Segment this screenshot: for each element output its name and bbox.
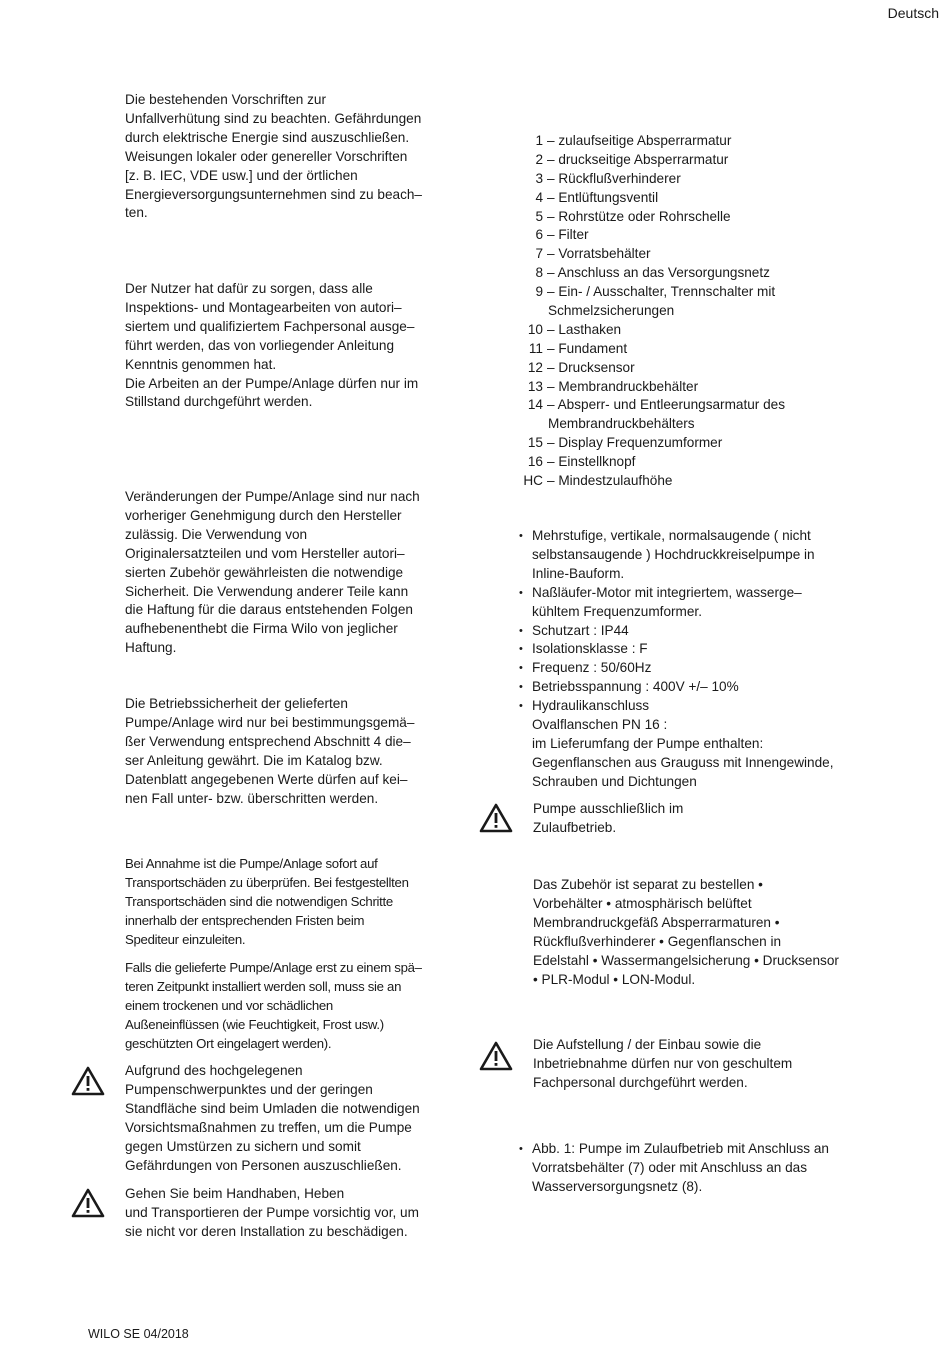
installation-personnel-warning: Die Aufstellung / der Einbau sowie die Inbetriebnahme dürfen nur von geschultem Fachpersonal durchgeführt werden. (533, 1037, 793, 1090)
personnel-qualification-paragraph: Der Nutzer hat dafür zu sorgen, dass alle Inspektions- und Montagearbeiten von autori– siertem und qualifiziertem Fachpersonal ausge– führt werden, das von vorliegender Anleitung Kenntnis genommen hat. Die Arbeiten an der Pumpe/Anlage dürfen nur im Stillstand durchgeführt werden. (125, 281, 419, 410)
list-item: 2 – druckseitige Absperrarmatur (535, 151, 729, 167)
list-item: • Frequenz : 50/60Hz (519, 659, 849, 678)
storage-paragraph: Falls die gelieferte Pumpe/Anlage erst zu einem spä– teren Zeitpunkt installiert werden soll, muss sie an einem trockenen und vor schädlichen Außeneinflüssen (wie Feuchtigkeit, Frost usw.) geschützten Ort eingelagert werden). (125, 960, 422, 1051)
inlet-operation-warning: Pumpe ausschließlich im Zulaufbetrieb. (533, 801, 684, 835)
transport-inspection-paragraph: Bei Annahme ist die Pumpe/Anlage sofort auf Transportschäden zu überprüfen. Bei festgestellten Transportschäden sind die notwendigen Schritte innerhalb der entsprechenden Fristen beim Spediteur einzuleiten. (125, 856, 409, 947)
handling-warning: Gehen Sie beim Handhaben, Heben und Transportieren der Pumpe vorsichtig vor, um sie nicht vor deren Installation zu beschädigen. (125, 1186, 419, 1239)
list-item: 16 – Einstellknopf (527, 454, 636, 470)
list-item: 5 – Rohrstütze oder Rohrschelle (535, 208, 731, 224)
warning-triangle-icon (71, 1188, 107, 1220)
list-item: 3 – Rückflußverhinderer (535, 170, 681, 186)
list-item-continuation: Membrandruckbehälters (548, 416, 695, 432)
list-item: 4 – Entlüftungsventil (535, 189, 659, 205)
modification-paragraph: Veränderungen der Pumpe/Anlage sind nur nach vorheriger Genehmigung durch den Hersteller zulässig. Die Verwendung von Originalersatzteilen und vom Hersteller autori– sierten Zubehör gewährleisten die notwendige Sicherheit. Die Verwendung anderer Teile kann die Haftung für die daraus entstehenden Folgen aufhebenenthebt die Firma Wilo von jeglicher Haftung. (125, 489, 420, 656)
list-item: 8 – Anschluss an das Versorgungsnetz (535, 265, 770, 281)
list-item: 7 – Vorratsbehälter (535, 246, 651, 262)
list-item: • Naßläufer-Motor mit integriertem, wasserge– kühltem Frequenzumformer. (519, 584, 849, 622)
tipping-hazard-warning: Aufgrund des hochgelegenen Pumpenschwerpunktes und der geringen Standfläche sind beim Umladen die notwendigen Vorsichtsmaßnahmen zu treffen, um die Pumpe gegen Umstürzen zu sichern und somit Gefährdungen von Personen auszuschließen. (125, 1063, 420, 1173)
list-item: 9 – Ein- / Ausschalter, Trennschalter mit (535, 284, 776, 300)
list-item: 10 – Lasthaken (527, 321, 622, 337)
list-item: • Mehrstufige, vertikale, normalsaugende ( nicht selbstansaugende ) Hochdruckkreiselpumpe in Inline-Bauform. (519, 527, 849, 584)
safety-regulations-paragraph: Die bestehenden Vorschriften zur Unfallverhütung sind zu beachten. Gefährdungen durch elektrische Energie sind auszuschließen. Weisungen lokaler oder genereller Vorschriften [z. B. IEC, VDE usw.] und der örtlichen Energieversorgungsunternehmen sind zu beach– ten. (125, 92, 422, 221)
list-item: • Hydraulikanschluss Ovalflanschen PN 16 : im Lieferumfang der Pumpe enthalten: Gegenflanschen aus Grauguss mit Innengewinde, Schrauben und Dichtungen (519, 697, 849, 792)
figure-caption: • Abb. 1: Pumpe im Zulaufbetrieb mit Anschluss an Vorratsbehälter (7) oder mit Anschluss an das Wasserversorgungsnetz (8). (519, 1140, 862, 1197)
list-item: 6 – Filter (535, 227, 589, 243)
warning-triangle-icon (479, 1041, 515, 1073)
list-item-continuation: Schmelzsicherungen (548, 303, 675, 319)
footer-imprint: WILO SE 04/2018 (88, 1327, 189, 1341)
operational-safety-paragraph: Die Betriebssicherheit der gelieferten Pumpe/Anlage wird nur bei bestimmungsgemä– ßer Verwendung entsprechend Abschnitt 4 die– ser Anleitung gewährt. Die im Katalog bzw. Datenblatt angegebenen Werte dürfen auf kei– nen Fall unter- bzw. überschritten werden. (125, 696, 415, 806)
language-label: Deutsch (887, 5, 939, 21)
list-item: 11 – Fundament (528, 340, 628, 356)
list-item: • Betriebsspannung : 400V +/– 10% (519, 678, 849, 697)
warning-triangle-icon (71, 1066, 107, 1098)
list-item: 14 – Absperr- und Entleerungsarmatur des (527, 397, 786, 413)
list-item: • Schutzart : IP44 (519, 622, 849, 641)
warning-triangle-icon (479, 803, 515, 835)
list-item: HC – Mindestzulaufhöhe (523, 473, 673, 489)
accessories-paragraph: Das Zubehör ist separat zu bestellen • Vorbehälter • atmosphärisch belüftet Membrandruckgefäß Absperrarmaturen • Rückflußverhinderer • Gegenflanschen in Edelstahl • Wassermangelsicherung • Drucksensor • PLR-Modul • LON-Modul. (533, 877, 839, 987)
list-item: 13 – Membrandruckbehälter (527, 378, 699, 394)
technical-specs-list (519, 527, 849, 792)
list-item: 1 – zulaufseitige Absperrarmatur (535, 133, 732, 148)
parts-legend-list (519, 132, 849, 491)
list-item: 15 – Display Frequenzumformer (527, 435, 723, 451)
list-item: • Isolationsklasse : F (519, 640, 849, 659)
list-item: 12 – Drucksensor (527, 359, 635, 375)
